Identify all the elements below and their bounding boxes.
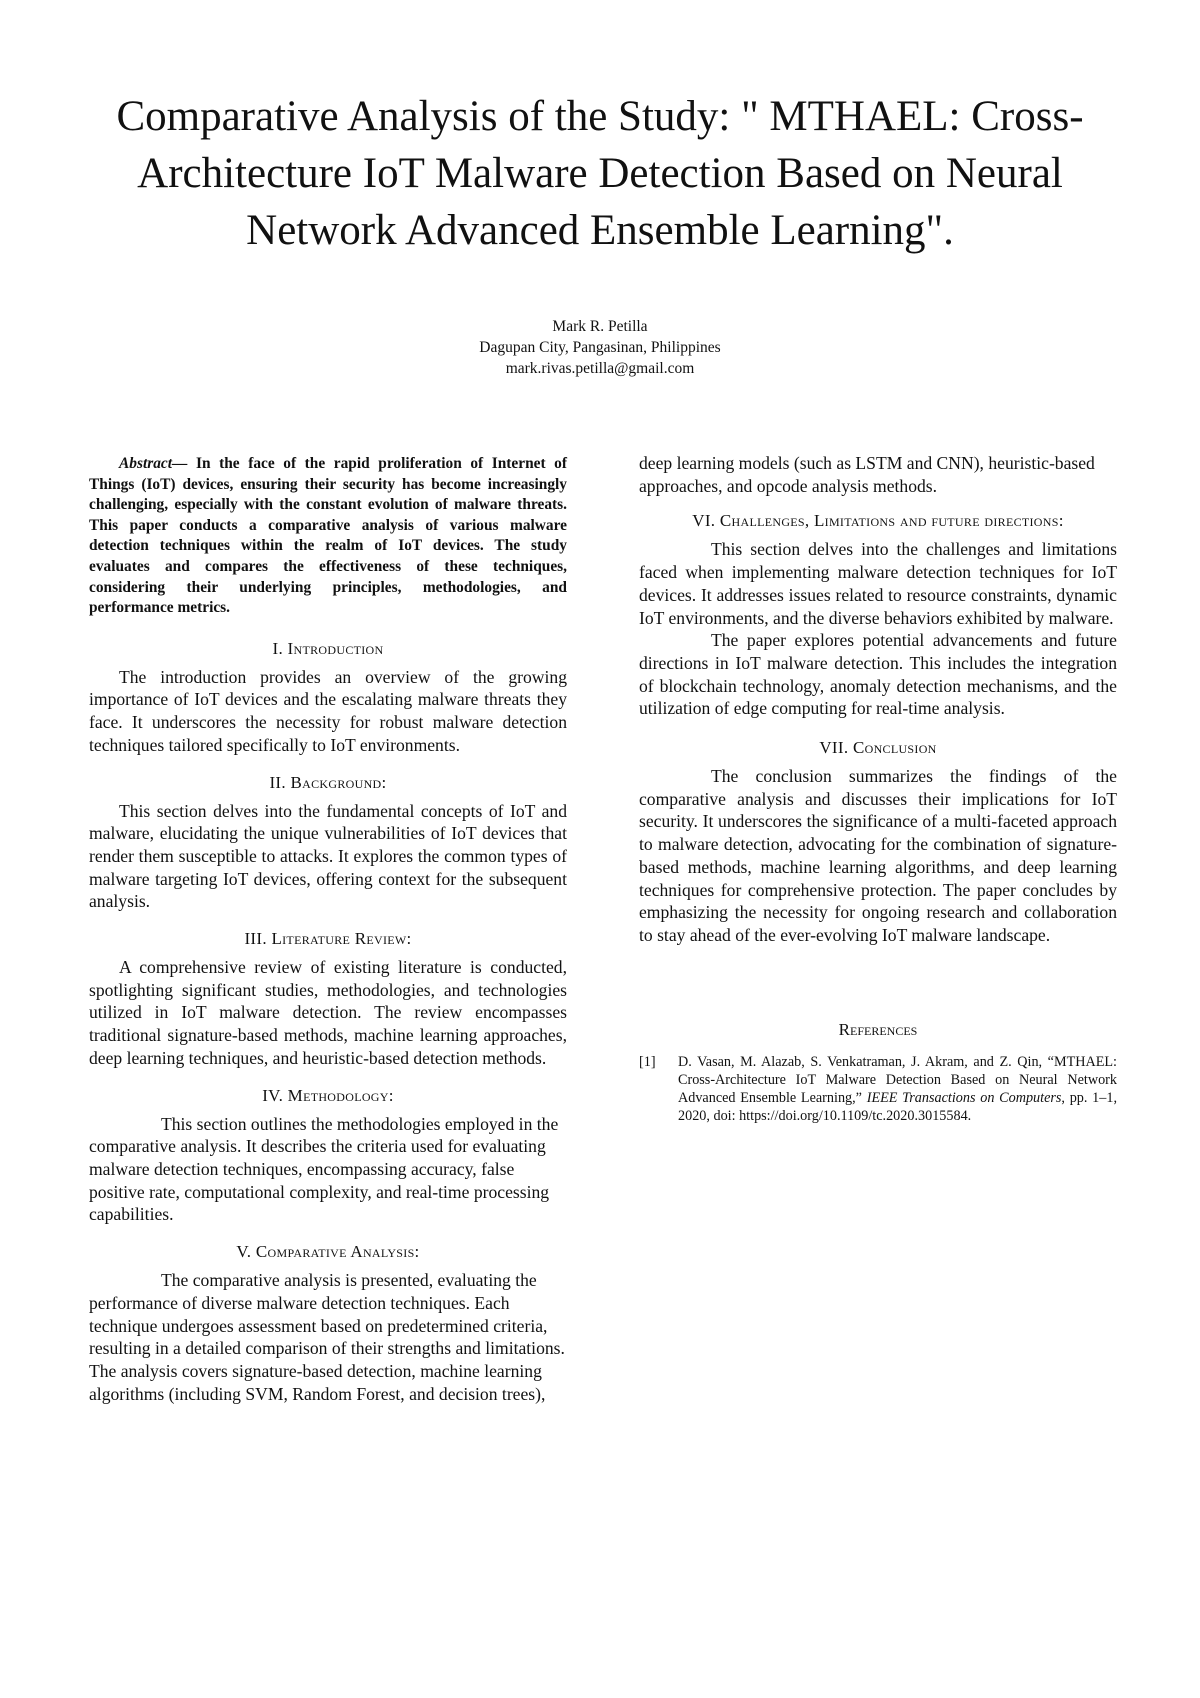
author-email: mark.rivas.petilla@gmail.com: [505, 360, 695, 377]
literature-review-paragraph: A comprehensive review of existing literature is conducted, spotlighting significant studies, methodologies, and technologies utilized in IoT malware detection. The review encompasses traditional signature-based methods, machine learning approaches, deep learning techniques, and heuristic-based detection methods.: [89, 957, 567, 1068]
author-location: Dagupan City, Pangasinan, Philippines: [479, 339, 721, 356]
section-heading-conclusion: VII. Conclusion: [819, 738, 937, 758]
section-heading-challenges: VI. Challenges, Limitations and future directions:: [692, 511, 1064, 531]
challenges-paragraph-1: This section delves into the challenges and limitations faced when implementing malware detection techniques for IoT devices. It addresses issues related to resource constraints, dynamic IoT environments, and the diverse behaviors exhibited by malware.: [639, 539, 1117, 628]
section-heading-methodology: IV. Methodology:: [262, 1085, 394, 1105]
comparative-analysis-paragraph: The comparative analysis is presented, evaluating the performance of diverse malware detection techniques. Each technique undergoes assessment based on predetermined criteria, resulting in a detailed comparison of their strengths and limitations. The analysis covers signature-based detection, machine learning algorithms (including SVM, Random Forest, and decision trees),: [89, 1270, 565, 1404]
section-heading-comparative-analysis: V. Comparative Analysis:: [236, 1242, 420, 1262]
reference-details: , pp. 1–1, 2020, doi: https://doi.org/10.1109/tc.2020.3015584.: [678, 1089, 1117, 1124]
left-column: [89, 454, 567, 1405]
right-column: [639, 452, 1117, 1125]
challenges-paragraph-2: The paper explores potential advancements and future directions in IoT malware detection. This includes the integration of blockchain technology, anomaly detection mechanisms, and the utilization of edge computing for real-time analysis.: [639, 630, 1117, 719]
conclusion-paragraph: The conclusion summarizes the findings of the comparative analysis and discusses their implications for IoT security. It underscores the significance of a multi-faceted approach to malware detection, advocating for the combination of signature-based methods, machine learning algorithms, and deep learning techniques for comprehensive protection. The paper concludes by emphasizing the necessity for ongoing research and collaboration to stay ahead of the ever-evolving IoT malware landscape.: [639, 766, 1117, 945]
abstract: [89, 454, 567, 619]
section-heading-introduction: I. Introduction: [272, 638, 384, 658]
references-heading: References: [838, 1019, 918, 1039]
section-heading-background: II. Background:: [269, 772, 387, 792]
reference-authors-title: D. Vasan, M. Alazab, S. Venkatraman, J. Akram, and Z. Qin, “MTHAEL: Cross-Architecture IoT Malware Detection Based on Neural Network Advanced Ensemble Learning,”: [678, 1053, 1117, 1106]
background-paragraph: This section delves into the fundamental concepts of IoT and malware, elucidating the unique vulnerabilities of IoT devices that render them susceptible to attacks. It explores the common types of malware targeting IoT devices, offering context for the subsequent analysis.: [89, 800, 567, 912]
abstract-lead: Abstract—: [119, 455, 188, 472]
section-heading-literature-review: III. Literature Review:: [244, 929, 412, 949]
reference-journal: IEEE Transactions on Computers: [866, 1089, 1062, 1106]
reference-item: [639, 1053, 1117, 1125]
methodology-paragraph: This section outlines the methodologies employed in the comparative analysis. It describes the criteria used for evaluating malware detection techniques, encompassing accuracy, false positive rate, computational complexity, and real-time processing capabilities.: [89, 1113, 559, 1225]
reference-number: [1]: [639, 1053, 656, 1070]
paper-title: Comparative Analysis of the Study: " MTHAEL: Cross-Architecture IoT Malware Detection Based on Neural Network Advanced Ensemble Learning".: [116, 93, 1084, 254]
reference-text: [678, 1053, 1117, 1125]
author-name: Mark R. Petilla: [552, 318, 648, 335]
author-block: [300, 316, 900, 379]
introduction-paragraph: The introduction provides an overview of the growing importance of IoT devices and the escalating malware threats they face. It underscores the necessity for robust malware detection techniques tailored specifically to IoT environments.: [89, 666, 567, 755]
comparative-analysis-continuation: deep learning models (such as LSTM and CNN), heuristic-based approaches, and opcode analysis methods.: [639, 453, 1095, 496]
abstract-text: In the face of the rapid proliferation of Internet of Things (IoT) devices, ensuring their security has become increasingly challenging, especially with the constant evolution of malware threats. This paper conducts a comparative analysis of various malware detection techniques within the realm of IoT devices. The study evaluates and compares the effectiveness of these techniques, considering their underlying principles, methodologies, and performance metrics.: [89, 455, 567, 617]
